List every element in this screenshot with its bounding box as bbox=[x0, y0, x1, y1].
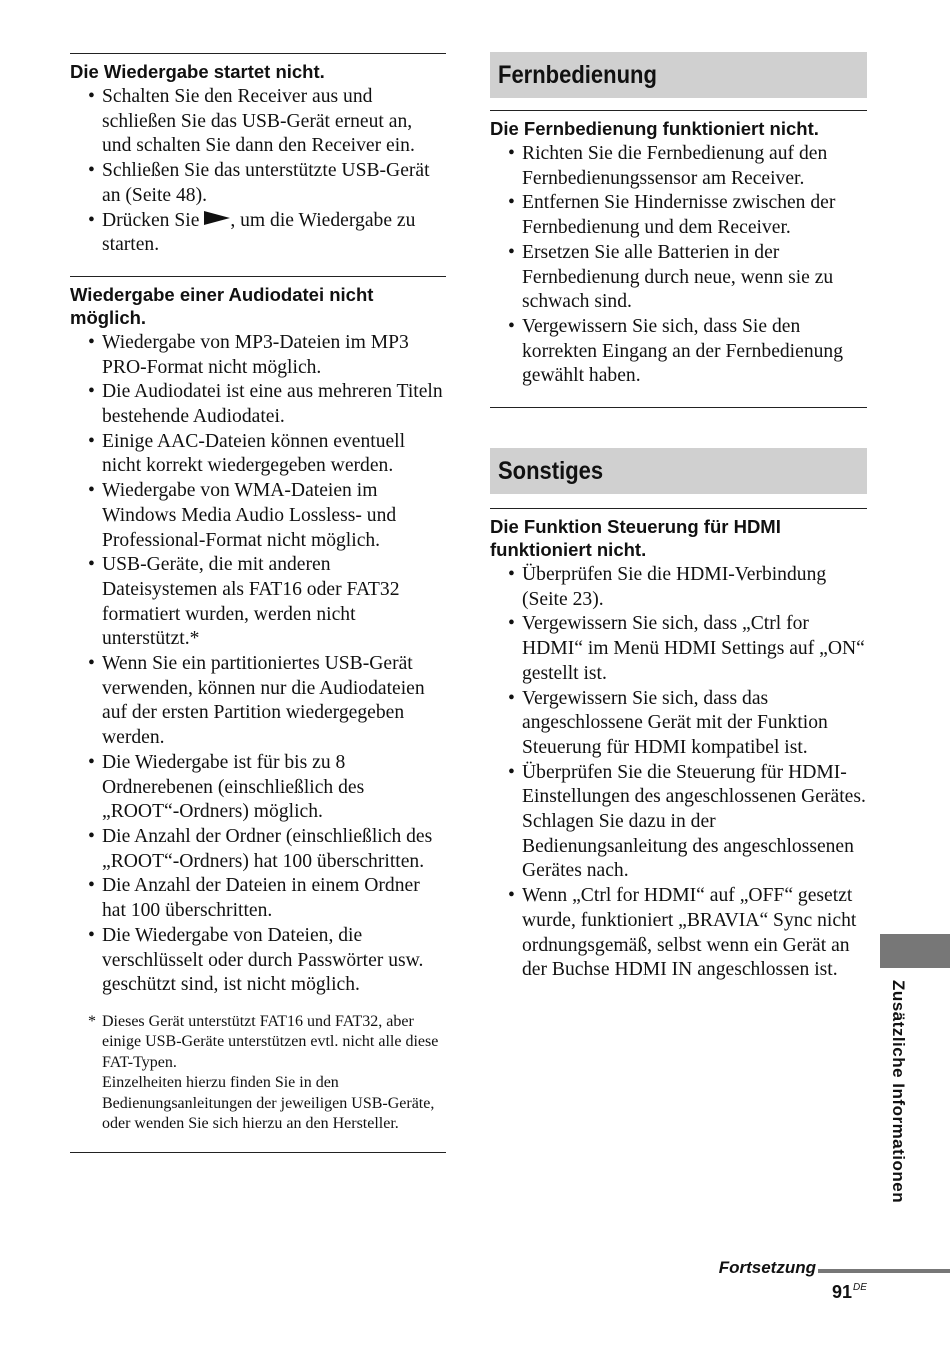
footnote-line: Einzelheiten hierzu finden Sie in den Bedienungsanleitungen der jeweiligen USB-Geräte, oder wenden Sie sich hierzu an den Hersteller. bbox=[102, 1074, 435, 1133]
banner-title: Fernbedienung bbox=[498, 60, 657, 89]
section-divider bbox=[490, 407, 867, 408]
list-item: • Die Anzahl der Ordner (einschließlich des „ROOT“-Ordners) hat 100 überschritten. bbox=[88, 825, 433, 872]
bullet-list bbox=[70, 85, 446, 258]
footnote-marker: * bbox=[88, 1012, 96, 1030]
chapter-label: Zusätzliche Informationen bbox=[889, 980, 908, 1204]
list-item: • Vergewissern Sie sich, dass „Ctrl for HDMI“ im Menü HDMI Settings auf „ON“ gestellt ist. bbox=[508, 613, 865, 684]
section-divider bbox=[70, 1152, 446, 1153]
list-item: • Richten Sie die Fernbedienung auf den Fernbedienungssensor am Receiver. bbox=[508, 143, 828, 189]
bullet-list bbox=[490, 563, 867, 983]
banner-remote-control bbox=[490, 52, 867, 98]
continuation-line bbox=[818, 1269, 950, 1273]
section-heading: Wiedergabe einer Audiodatei nicht möglich. bbox=[70, 283, 374, 328]
page-language-suffix: DE bbox=[853, 1282, 867, 1293]
list-item: • Die Audiodatei ist eine aus mehreren Titeln bestehende Audiodatei. bbox=[88, 381, 443, 428]
bullet-list bbox=[70, 331, 446, 998]
section-playback-not-starting bbox=[70, 53, 446, 258]
list-item: • Schalten Sie den Receiver aus und schließen Sie das USB-Gerät erneut an, und schalten Sie dann den Receiver ein. bbox=[88, 86, 415, 157]
section-audio-file-not-playable bbox=[70, 276, 446, 1153]
footnote-line: Dieses Gerät unterstützt FAT16 und FAT32, aber einige USB-Geräte unterstützen evtl. nicht alle diese FAT-Typen. bbox=[102, 1012, 439, 1071]
list-item: • Die Wiedergabe von Dateien, die verschlüsselt oder durch Passwörter usw. geschützt sind, ist nicht möglich. bbox=[88, 924, 424, 996]
list-item: • Wenn Sie ein partitioniertes USB-Gerät verwenden, können nur die Audiodateien auf der ersten Partition wiedergegeben werden. bbox=[88, 653, 425, 749]
list-item: • Drücken Sie , um die Wiedergabe zu starten. bbox=[88, 209, 416, 256]
list-item: • Vergewissern Sie sich, dass Sie den korrekten Eingang an der Fernbedienung gewählt haben. bbox=[508, 315, 844, 387]
list-item: • Vergewissern Sie sich, dass das angeschlossene Gerät mit der Funktion Steuerung für HDMI kompatibel ist. bbox=[508, 687, 828, 758]
list-item: • Wiedergabe von WMA-Dateien im Windows Media Audio Lossless- und Professional-Format nicht möglich. bbox=[88, 480, 397, 551]
list-item: • Wenn „Ctrl for HDMI“ auf „OFF“ gesetzt wurde, funktioniert „BRAVIA“ Sync nicht ordnungsgemäß, selbst wenn ein Gerät an der Buchse HDMI IN angeschlossen ist. bbox=[508, 885, 857, 981]
list-item: • Schließen Sie das unterstützte USB-Gerät an (Seite 48). bbox=[88, 160, 430, 206]
play-icon bbox=[204, 211, 230, 225]
bullet-list bbox=[490, 142, 867, 389]
list-item: • Überprüfen Sie die Steuerung für HDMI-Einstellungen des angeschlossenen Gerätes. Schlagen Sie dazu in der Bedienungsanleitung des angeschlossenen Gerätes nach. bbox=[508, 761, 866, 882]
list-item: • USB-Geräte, die mit anderen Dateisystemen als FAT16 oder FAT32 formatiert wurden, werden nicht unterstützt.* bbox=[88, 554, 400, 650]
section-heading: Die Funktion Steuerung für HDMI funktioniert nicht. bbox=[490, 516, 781, 561]
list-item: • Die Wiedergabe ist für bis zu 8 Ordnerebenen (einschließlich des „ROOT“-Ordners) möglich. bbox=[88, 751, 365, 823]
list-item: • Ersetzen Sie alle Batterien in der Fernbedienung durch neue, wenn sie zu schwach sind. bbox=[508, 241, 834, 313]
right-column bbox=[490, 52, 867, 983]
list-item: • Einige AAC-Dateien können eventuell nicht korrekt wiedergegeben werden. bbox=[88, 430, 406, 477]
left-column bbox=[70, 53, 446, 1153]
list-item: • Die Anzahl der Dateien in einem Ordner hat 100 überschritten. bbox=[88, 875, 420, 922]
page-number: 91DE bbox=[832, 1282, 867, 1302]
footnote bbox=[70, 1012, 446, 1135]
continuation-label: Fortsetzung bbox=[718, 1258, 816, 1277]
banner-miscellaneous bbox=[490, 448, 867, 494]
section-remote-not-working bbox=[490, 110, 867, 389]
list-item: • Wiedergabe von MP3-Dateien im MP3 PRO-Format nicht möglich. bbox=[88, 331, 409, 378]
chapter-tab bbox=[880, 934, 950, 968]
list-item: • Überprüfen Sie die HDMI-Verbindung (Seite 23). bbox=[508, 564, 827, 610]
list-item: • Entfernen Sie Hindernisse zwischen der Fernbedienung und dem Receiver. bbox=[508, 192, 836, 239]
section-hdmi-control-not-working bbox=[490, 508, 867, 983]
section-heading: Die Fernbedienung funktioniert nicht. bbox=[490, 118, 819, 139]
banner-title: Sonstiges bbox=[498, 456, 604, 485]
section-heading: Die Wiedergabe startet nicht. bbox=[70, 61, 325, 82]
